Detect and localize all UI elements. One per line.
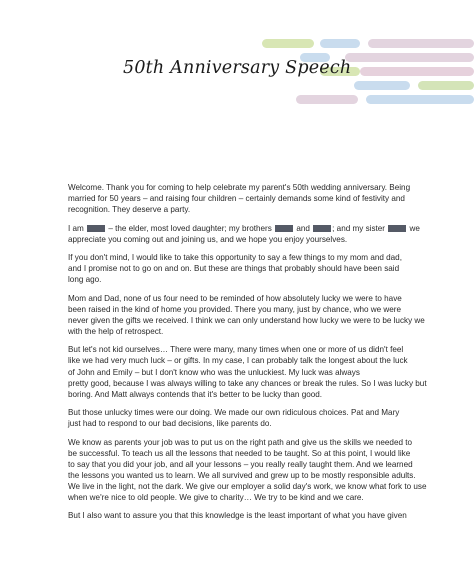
text-segment: I am bbox=[68, 223, 87, 233]
text-segment: – the elder, most loved daughter; my brothers bbox=[106, 223, 275, 233]
decorative-pill bbox=[262, 39, 314, 48]
text-line bbox=[68, 223, 418, 234]
text-segment: We live in the light, not the dark. We give our employer a solid day's work, we know what fork to use bbox=[68, 481, 427, 491]
text-segment: and bbox=[294, 223, 313, 233]
text-line bbox=[68, 274, 418, 285]
text-segment: But I also want to assure you that this knowledge is the least important of what you have given bbox=[68, 511, 407, 521]
text-line bbox=[68, 252, 418, 263]
text-line bbox=[68, 315, 425, 326]
text-segment: just had to respond to our bad decisions, like parents do. bbox=[68, 419, 272, 429]
text-line bbox=[68, 263, 418, 274]
text-line bbox=[68, 326, 418, 337]
text-line bbox=[68, 234, 418, 245]
text-line bbox=[68, 389, 418, 400]
text-segment: of John and Emily – but I don't know who was the unluckiest. My luck was always bbox=[68, 367, 360, 377]
speech-paragraph bbox=[68, 407, 418, 429]
text-line bbox=[68, 378, 427, 389]
text-segment: never given the gifts we received. I think we can only understand how lucky we were to be lucky we bbox=[68, 315, 425, 325]
text-line bbox=[68, 459, 418, 470]
text-line bbox=[68, 481, 427, 492]
text-segment: But let's not kid ourselves… There were many, many times when one or more of us didn't feel bbox=[68, 345, 404, 355]
text-line bbox=[68, 193, 418, 204]
speech-paragraph bbox=[68, 293, 425, 337]
decorative-pill bbox=[320, 39, 360, 48]
text-line bbox=[68, 367, 418, 378]
text-segment: when we're nice to old people. We give to charity… We try to be kind and we care. bbox=[68, 493, 364, 503]
text-segment: be successful. To teach us all the lessons that needed to be taught. So at this point, I would like bbox=[68, 448, 411, 458]
text-segment: appreciate you coming out and joining us, and we hope you enjoy yourselves. bbox=[68, 234, 348, 244]
text-line bbox=[68, 204, 418, 215]
decorative-pill bbox=[296, 95, 358, 104]
text-line bbox=[68, 344, 418, 355]
text-line bbox=[68, 182, 418, 193]
text-segment: boring. And Matt always contends that it's better to be lucky than good. bbox=[68, 389, 323, 399]
text-line bbox=[68, 437, 418, 448]
speech-body bbox=[68, 182, 427, 529]
text-line bbox=[68, 492, 418, 503]
text-segment: long ago. bbox=[68, 275, 102, 285]
text-segment: the lessons you wanted us to learn. We all survived and grew up to be mostly responsible adults. bbox=[68, 470, 416, 480]
redacted-name bbox=[388, 225, 406, 232]
text-segment: to say that you did your job, and all your lessons – you really really taught them. And we learned bbox=[68, 459, 413, 469]
redacted-name bbox=[313, 225, 331, 232]
text-segment: recognition. They deserve a party. bbox=[68, 205, 191, 215]
text-segment: We know as parents your job was to put us on the right path and give us the skills we needed to bbox=[68, 437, 413, 447]
speech-paragraph bbox=[68, 344, 427, 399]
text-line bbox=[68, 418, 418, 429]
decorative-pill bbox=[418, 81, 474, 90]
text-line bbox=[68, 355, 418, 366]
text-segment: pretty good, because I was always willing to take any chances or break the rules. So I was lucky but bbox=[68, 378, 427, 388]
redacted-name bbox=[87, 225, 105, 232]
decorative-pill bbox=[366, 95, 474, 104]
text-line bbox=[68, 510, 418, 521]
redacted-name bbox=[275, 225, 293, 232]
page-title: 50th Anniversary Speech bbox=[123, 58, 352, 78]
text-line bbox=[68, 407, 418, 418]
speech-paragraph bbox=[68, 223, 418, 245]
decorative-pill bbox=[345, 53, 474, 62]
page-bottom bbox=[0, 562, 474, 576]
decorative-pill bbox=[368, 39, 474, 48]
text-segment: with the help of retrospect. bbox=[68, 326, 164, 336]
text-segment: been raised in the kind of home you provided. There you many, just by chance, who we were bbox=[68, 304, 402, 314]
speech-paragraph bbox=[68, 182, 418, 215]
text-segment: If you don't mind, I would like to take this opportunity to say a few things to my mom and dad, bbox=[68, 253, 402, 263]
text-line bbox=[68, 470, 418, 481]
decorative-pill bbox=[360, 67, 474, 76]
text-line bbox=[68, 293, 418, 304]
text-segment: we bbox=[407, 223, 420, 233]
decorative-pill bbox=[354, 81, 410, 90]
speech-paragraph bbox=[68, 252, 418, 285]
text-line bbox=[68, 448, 418, 459]
text-segment: ; and my sister bbox=[332, 223, 388, 233]
text-line bbox=[68, 304, 418, 315]
text-segment: and I promise not to go on and on. But these are things that probably should have been said bbox=[68, 264, 400, 274]
text-segment: like we had very much luck – or gifts. In my case, I can probably talk the longest about the luck bbox=[68, 356, 408, 366]
speech-paragraph bbox=[68, 437, 427, 504]
text-segment: Mom and Dad, none of us four need to be reminded of how absolutely lucky we were to have bbox=[68, 293, 402, 303]
text-segment: But those unlucky times were our doing. We made our own ridiculous choices. Pat and Mary bbox=[68, 408, 400, 418]
speech-paragraph bbox=[68, 510, 418, 521]
text-segment: Welcome. Thank you for coming to help celebrate my parent's 50th wedding anniversary. Being bbox=[68, 183, 411, 192]
text-segment: married for 50 years – and raising four children – certainly demands some kind of festivity and bbox=[68, 194, 405, 204]
